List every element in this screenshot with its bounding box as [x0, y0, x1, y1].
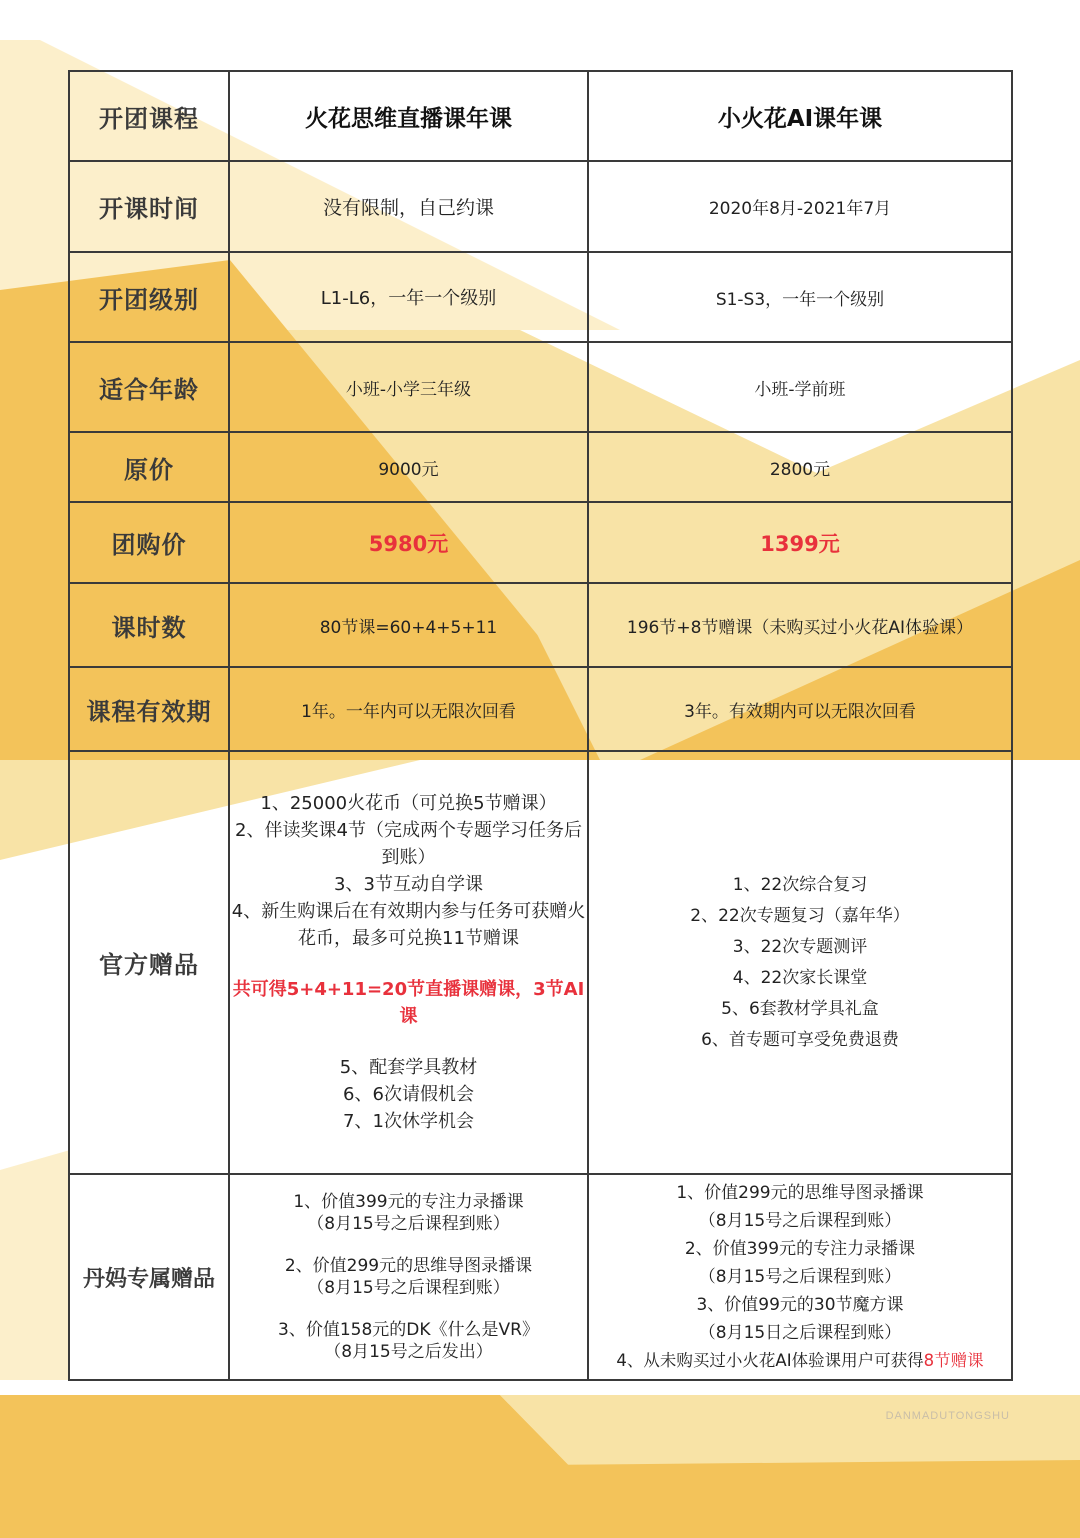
- group-price-value: 5980元: [229, 502, 588, 583]
- comparison-table: [68, 70, 1013, 1381]
- table-row: [69, 751, 1012, 1174]
- table-row: [69, 432, 1012, 502]
- cell-value: S1-S3，一年一个级别: [588, 252, 1012, 342]
- list-item: 4、从未购买过小火花AI体验课用户可获得8节赠课: [616, 1351, 984, 1370]
- table-row: [69, 583, 1012, 667]
- list-item: 6、6次请假机会: [343, 1084, 474, 1105]
- table-row: [69, 342, 1012, 432]
- brand-watermark: DANMADUTONGSHU: [885, 1410, 1010, 1422]
- gift-total-highlight: 共可得5+4+11=20节直播课赠课，3节AI课: [232, 979, 585, 1027]
- table-row: [69, 502, 1012, 583]
- cell-value: 没有限制，自己约课: [229, 161, 588, 252]
- row-label: 原价: [69, 432, 229, 502]
- list-item: 2、价值399元的专注力录播课: [684, 1239, 916, 1259]
- course-name-2: 小火花AI课年课: [588, 71, 1012, 161]
- cell-value: 小班-小学三年级: [229, 342, 588, 432]
- list-item: 1、价值299元的思维导图录播课: [676, 1183, 924, 1203]
- list-item: 1、22次综合复习: [732, 874, 868, 895]
- table-row: [69, 161, 1012, 252]
- list-item: 1、价值399元的专注力录播课 （8月15号之后课程到账）: [293, 1192, 524, 1234]
- cell-value: 3年。有效期内可以无限次回看: [588, 667, 1012, 751]
- cell-value: 9000元: [229, 432, 588, 502]
- row-label: 课时数: [69, 583, 229, 667]
- bonus-lessons-highlight: 8节赠课: [923, 1351, 984, 1370]
- list-item: 3、价值99元的30节魔方课: [696, 1295, 904, 1315]
- list-item: （8月15号之后课程到账）: [698, 1267, 902, 1287]
- row-label: 官方赠品: [69, 751, 229, 1174]
- list-item: （8月15日之后课程到账）: [698, 1323, 902, 1343]
- list-item: （8月15号之后课程到账）: [698, 1211, 902, 1231]
- table-row: [69, 71, 1012, 161]
- table-row: [69, 252, 1012, 342]
- table-row: [69, 1174, 1012, 1380]
- list-item: 4、22次家长课堂: [732, 967, 868, 988]
- list-item: 3、3节互动自学课: [334, 874, 483, 895]
- list-item: 3、22次专题测评: [732, 936, 868, 957]
- cell-value: 2800元: [588, 432, 1012, 502]
- list-item: 2、伴读奖课4节（完成两个专题学习任务后到账）: [235, 820, 582, 868]
- row-label: 开课时间: [69, 161, 229, 252]
- cell-value: 196节+8节赠课（未购买过小火花AI体验课）: [588, 583, 1012, 667]
- gift-list: [589, 870, 1011, 1056]
- cell-value: 80节课=60+4+5+11: [229, 583, 588, 667]
- row-label: 丹妈专属赠品: [69, 1174, 229, 1380]
- cell-value: 2020年8月-2021年7月: [588, 161, 1012, 252]
- list-item: 5、6套教材学具礼盒: [721, 998, 879, 1019]
- row-label: 开团课程: [69, 71, 229, 161]
- row-label: 开团级别: [69, 252, 229, 342]
- list-item: 4、新生购课后在有效期内参与任务可获赠火花币，最多可兑换11节赠课: [231, 901, 586, 949]
- cell-value: 1年。一年内可以无限次回看: [229, 667, 588, 751]
- row-label: 课程有效期: [69, 667, 229, 751]
- list-item: 3、价值158元的DK《什么是VR》 （8月15号之后发出）: [278, 1320, 539, 1362]
- list-item: 1、25000火花币（可兑换5节赠课）: [260, 793, 557, 814]
- gift-list: [230, 790, 587, 1135]
- row-label: 适合年龄: [69, 342, 229, 432]
- exclusive-gifts-1: [229, 1174, 588, 1380]
- row-label: 团购价: [69, 502, 229, 583]
- group-price-value: 1399元: [588, 502, 1012, 583]
- course-name-1: 火花思维直播课年课: [229, 71, 588, 161]
- exclusive-gifts-2: [588, 1174, 1012, 1380]
- cell-value: 小班-学前班: [588, 342, 1012, 432]
- official-gifts-2: [588, 751, 1012, 1174]
- table-row: [69, 667, 1012, 751]
- list-item: 6、首专题可享受免费退费: [701, 1029, 899, 1050]
- list-item: 2、22次专题复习（嘉年华）: [690, 905, 910, 926]
- list-item: 7、1次休学机会: [343, 1111, 474, 1132]
- official-gifts-1: [229, 751, 588, 1174]
- list-item: 2、价值299元的思维导图录播课 （8月15号之后课程到账）: [284, 1256, 533, 1298]
- list-item: 5、配套学具教材: [339, 1057, 478, 1078]
- cell-value: L1-L6，一年一个级别: [229, 252, 588, 342]
